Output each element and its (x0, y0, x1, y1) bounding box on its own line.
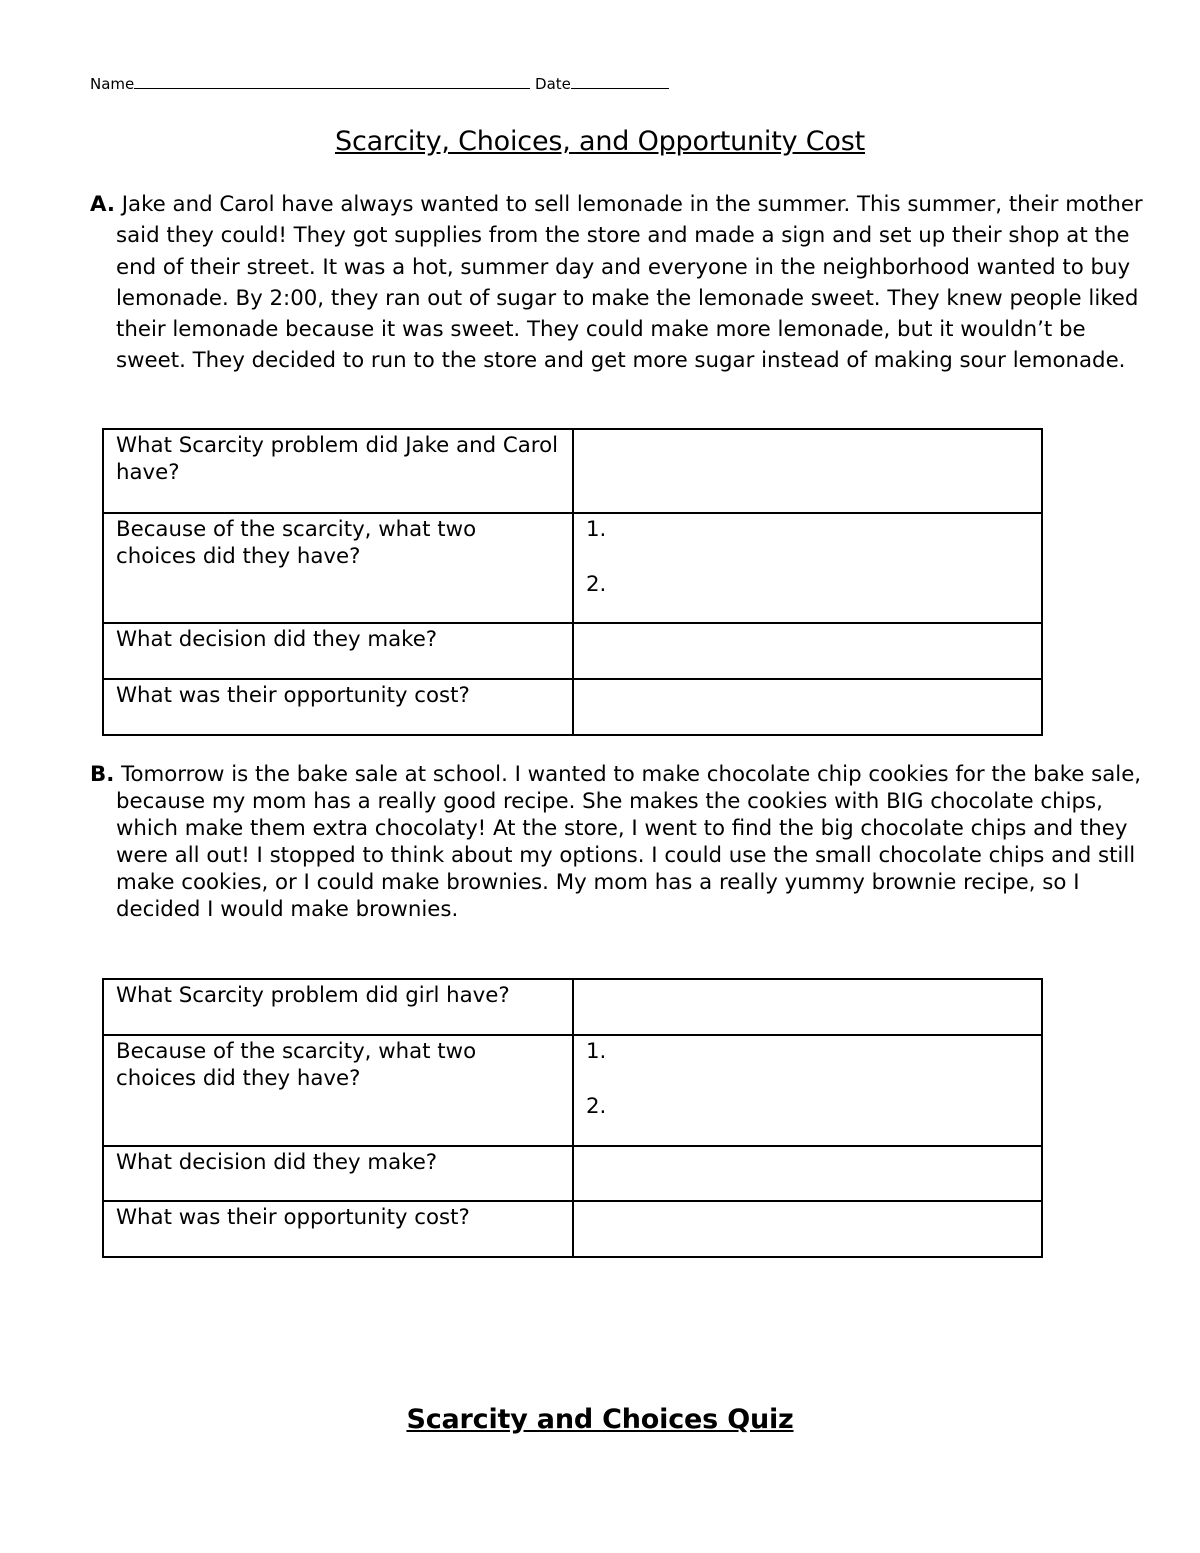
table-row (103, 979, 1042, 1035)
name-field[interactable] (134, 74, 530, 89)
question-cell: What was their opportunity cost? (103, 1201, 573, 1257)
date-label: Date (535, 75, 571, 93)
page-title: Scarcity, Choices, and Opportunity Cost (335, 126, 865, 157)
question-table-b (102, 978, 1043, 1258)
question-cell: What Scarcity problem did Jake and Carol have? (103, 429, 573, 513)
date-field[interactable] (571, 74, 669, 89)
story-a-text: Jake and Carol have always wanted to sell lemonade in the summer. This summer, their mother said they could! They got supplies from the store and made a sign and set up their shop at the end of their street. It was a hot, summer day and everyone in the neighborhood wanted to buy lemonade. By 2:00, they ran out of sugar to make the lemonade sweet. They knew people liked their lemonade because it was sweet. They could make more lemonade, but it wouldn’t be sweet. They decided to run to the store and get more sugar instead of making sour lemonade. (116, 192, 1143, 374)
question-table-a (102, 428, 1043, 736)
answer-cell[interactable] (573, 1146, 1042, 1201)
answer-cell[interactable] (573, 979, 1042, 1035)
story-b (90, 761, 1156, 924)
header-line (90, 74, 669, 93)
choice-number-2: 2. (586, 1094, 607, 1119)
question-cell: What was their opportunity cost? (103, 679, 573, 735)
answer-cell[interactable] (573, 1035, 1042, 1146)
table-row (103, 1146, 1042, 1201)
question-cell: Because of the scarcity, what two choices did they have? (103, 513, 573, 623)
choice-number-2: 2. (586, 572, 607, 597)
answer-cell[interactable] (573, 623, 1042, 679)
question-cell: Because of the scarcity, what two choices did they have? (103, 1035, 573, 1146)
answer-cell[interactable] (573, 1201, 1042, 1257)
answer-cell[interactable] (573, 513, 1042, 623)
choice-number-1: 1. (586, 517, 607, 542)
question-cell: What decision did they make? (103, 1146, 573, 1201)
name-label: Name (90, 75, 135, 93)
table-row (103, 1201, 1042, 1257)
answer-cell[interactable] (573, 679, 1042, 735)
question-cell: What decision did they make? (103, 623, 573, 679)
quiz-title: Scarcity and Choices Quiz (406, 1404, 794, 1435)
choice-number-1: 1. (586, 1039, 607, 1064)
table-row (103, 429, 1042, 513)
section-b-label: B. (90, 762, 115, 787)
story-a (90, 189, 1156, 377)
table-row (103, 679, 1042, 735)
table-row (103, 1035, 1042, 1146)
table-row (103, 623, 1042, 679)
section-a-label: A. (90, 192, 115, 217)
table-row (103, 513, 1042, 623)
story-b-text: Tomorrow is the bake sale at school. I wanted to make chocolate chip cookies for the bake sale, because my mom has a really good recipe. She makes the cookies with BIG chocolate chips, which make them extra chocolaty! At the store, I went to find the big chocolate chips and they were all out! I stopped to think about my options. I could use the small chocolate chips and still make cookies, or I could make brownies. My mom has a really yummy brownie recipe, so I decided I would make brownies. (116, 762, 1142, 923)
answer-cell[interactable] (573, 429, 1042, 513)
question-cell: What Scarcity problem did girl have? (103, 979, 573, 1035)
